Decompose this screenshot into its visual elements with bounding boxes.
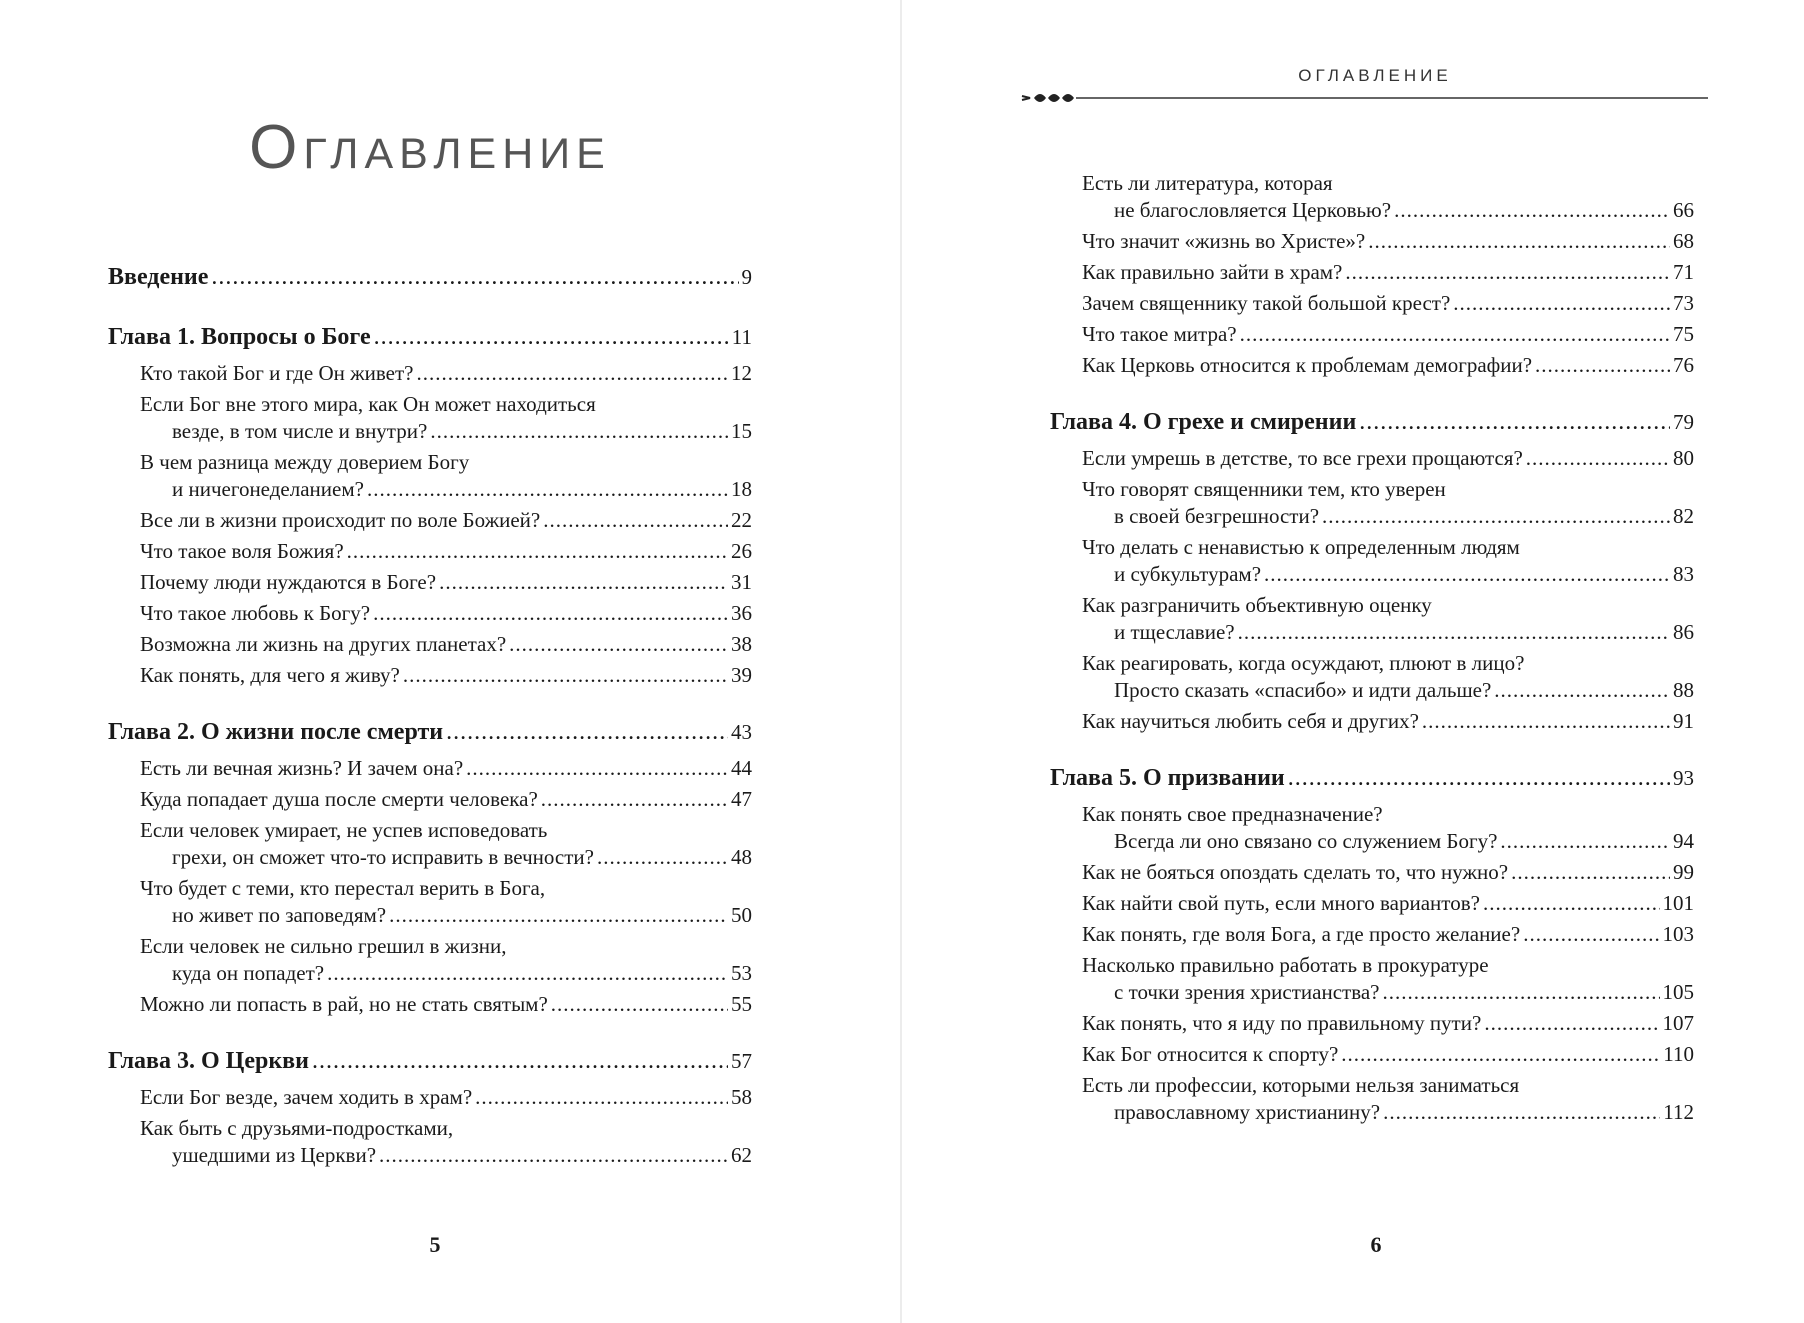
- page-ref: 101: [1662, 891, 1694, 915]
- entry-text: Если человек умирает, не успев исповедовать: [140, 818, 548, 842]
- entry-text: в своей безгрешности?: [1114, 504, 1320, 528]
- dot-leader: [1453, 290, 1670, 317]
- page-ref: 93: [1673, 766, 1694, 790]
- dot-leader: [551, 991, 728, 1018]
- arrow-icon: [1022, 96, 1030, 100]
- toc-entry: [1082, 650, 1694, 704]
- toc-entry: [140, 662, 752, 689]
- dot-leader: [379, 1142, 728, 1169]
- toc-entry: [140, 933, 752, 987]
- toc-entry: [1082, 1041, 1694, 1068]
- page-ref: 80: [1673, 446, 1694, 470]
- toc-entry: [140, 631, 752, 658]
- entry-text: Как правильно зайти в храм?: [1082, 260, 1343, 284]
- page-ref: 76: [1673, 353, 1694, 377]
- page-ref: 48: [731, 845, 752, 869]
- dot-leader: [1526, 445, 1670, 472]
- leaf-icon: [1034, 94, 1046, 102]
- page-ref: 99: [1673, 860, 1694, 884]
- entry-text: Если Бог вне этого мира, как Он может находиться: [140, 392, 596, 416]
- page-ref: 86: [1673, 620, 1694, 644]
- entry-text: Если Бог везде, зачем ходить в храм?: [140, 1085, 473, 1109]
- page-ref: 22: [731, 508, 752, 532]
- dot-leader: [211, 262, 738, 292]
- toc-right: [1050, 170, 1694, 1130]
- dot-leader: [416, 360, 728, 387]
- entry-text: В чем разница между доверием Богу: [140, 450, 470, 474]
- page-ref: 43: [731, 720, 752, 744]
- page-ref: 31: [731, 570, 752, 594]
- page-ref: 57: [731, 1049, 752, 1073]
- dot-leader: [1394, 197, 1670, 224]
- page-ref: 103: [1662, 922, 1694, 946]
- toc-entry: [1082, 801, 1694, 855]
- dot-leader: [1341, 1041, 1660, 1068]
- dot-leader: [1383, 1099, 1660, 1126]
- toc-entry: [140, 538, 752, 565]
- toc-chapter: [108, 717, 752, 747]
- dot-leader: [1368, 228, 1670, 255]
- entry-text: и субкультурам?: [1114, 562, 1262, 586]
- running-head: ОГЛАВЛЕНИЕ: [1298, 66, 1452, 85]
- dot-leader: [1240, 321, 1670, 348]
- entry-text: Есть ли литература, которая: [1082, 171, 1333, 195]
- toc-entry: [140, 360, 752, 387]
- entry-text: Если умрешь в детстве, то все грехи прощаются?: [1082, 446, 1523, 470]
- page-ref: 75: [1673, 322, 1694, 346]
- toc-entry: [140, 875, 752, 929]
- chapter-title: Глава 2. О жизни после смерти: [108, 719, 444, 745]
- entry-text: и ничегонеделанием?: [172, 477, 364, 501]
- entry-text: Что значит «жизнь во Христе»?: [1082, 229, 1366, 253]
- dot-leader: [1359, 407, 1670, 437]
- toc-entry: [1082, 170, 1694, 224]
- toc-entry: [1082, 534, 1694, 588]
- dot-leader: [367, 476, 728, 503]
- dot-leader: [509, 631, 728, 658]
- leaf-icon: [1062, 94, 1074, 102]
- toc-chapter: [108, 322, 752, 352]
- entry-text: Почему люди нуждаются в Боге?: [140, 570, 437, 594]
- entry-text: Как не бояться опоздать сделать то, что нужно?: [1082, 860, 1509, 884]
- toc-entry: [1082, 259, 1694, 286]
- page-ref: 91: [1673, 709, 1694, 733]
- toc-entry: [140, 786, 752, 813]
- toc-entry: [1082, 228, 1694, 255]
- dot-leader: [597, 844, 728, 871]
- entry-text: Как Бог относится к спорту?: [1082, 1042, 1339, 1066]
- dot-leader: [1288, 763, 1670, 793]
- entry-text: Как научиться любить себя и других?: [1082, 709, 1419, 733]
- toc-entry: [1082, 921, 1694, 948]
- toc-entry: [1082, 445, 1694, 472]
- dot-leader: [1422, 708, 1670, 735]
- leaf-icon: [1048, 94, 1060, 102]
- dot-leader: [1484, 1010, 1659, 1037]
- dot-leader: [1494, 677, 1670, 704]
- page-ref: 83: [1673, 562, 1694, 586]
- dot-leader: [430, 418, 728, 445]
- dot-leader: [475, 1084, 728, 1111]
- entry-text: Возможна ли жизнь на других планетах?: [140, 632, 507, 656]
- page-ref: 12: [731, 361, 752, 385]
- entry-text: Насколько правильно работать в прокуратуре: [1082, 953, 1489, 977]
- entry-text: Есть ли профессии, которыми нельзя заниматься: [1082, 1073, 1520, 1097]
- dot-leader: [1264, 561, 1670, 588]
- entry-text: Просто сказать «спасибо» и идти дальше?: [1114, 678, 1492, 702]
- page-ref: 112: [1663, 1100, 1694, 1124]
- entry-text: не благословляется Церковью?: [1114, 198, 1392, 222]
- dot-leader: [312, 1046, 728, 1076]
- dot-leader: [543, 507, 728, 534]
- toc-entry: [1082, 352, 1694, 379]
- page-number-left: 5: [429, 1232, 441, 1257]
- entry-text: Можно ли попасть в рай, но не стать святым?: [140, 992, 548, 1016]
- entry-text: ушедшими из Церкви?: [172, 1143, 377, 1167]
- entry-text: Кто такой Бог и где Он живет?: [140, 361, 414, 385]
- dot-leader: [1511, 859, 1670, 886]
- page-ref: 107: [1662, 1011, 1694, 1035]
- page-ref: 11: [731, 325, 752, 349]
- entry-text: куда он попадет?: [172, 961, 325, 985]
- page-ref: 82: [1673, 504, 1694, 528]
- chapter-title: Глава 1. Вопросы о Боге: [108, 324, 371, 350]
- toc-entry: [1082, 1072, 1694, 1126]
- entry-text: Всегда ли оно связано со служением Богу?: [1114, 829, 1498, 853]
- toc-chapter: [108, 1046, 752, 1076]
- dot-leader: [439, 569, 728, 596]
- entry-text: Куда попадает душа после смерти человека?: [140, 787, 538, 811]
- entry-text: с точки зрения христианства?: [1114, 980, 1380, 1004]
- page-ref: 66: [1673, 198, 1694, 222]
- toc-entry: [1082, 290, 1694, 317]
- toc-entry: [140, 449, 752, 503]
- entry-text: и тщеславие?: [1114, 620, 1235, 644]
- page-ref: 50: [731, 903, 752, 927]
- toc-entry: [140, 1115, 752, 1169]
- toc-entry: [140, 991, 752, 1018]
- dot-leader: [541, 786, 728, 813]
- page-ref: 9: [741, 265, 752, 289]
- page-ref: 79: [1673, 410, 1694, 434]
- toc-entry: [140, 817, 752, 871]
- page-ref: 39: [731, 663, 752, 687]
- entry-text: Зачем священнику такой большой крест?: [1082, 291, 1451, 315]
- toc-entry: [140, 600, 752, 627]
- page-ref: 15: [731, 419, 752, 443]
- dot-leader: [389, 902, 728, 929]
- entry-text: Как понять, где воля Бога, а где просто желание?: [1082, 922, 1521, 946]
- toc-left: [108, 262, 752, 1173]
- page-title: Оглавление: [249, 113, 611, 182]
- entry-text: Как Церковь относится к проблемам демографии?: [1082, 353, 1533, 377]
- entry-text: Как реагировать, когда осуждают, плюют в лицо?: [1082, 651, 1525, 675]
- dot-leader: [373, 600, 728, 627]
- dot-leader: [1345, 259, 1670, 286]
- chapter-title: Глава 4. О грехе и смирении: [1050, 409, 1357, 435]
- entry-text: Что такое митра?: [1082, 322, 1237, 346]
- page-number-right: 6: [1370, 1232, 1382, 1257]
- toc-chapter: [1050, 407, 1694, 437]
- toc-chapter: [1050, 763, 1694, 793]
- entry-text: Как быть с друзьями-подростками,: [140, 1116, 454, 1140]
- dot-leader: [1238, 619, 1670, 646]
- dot-leader: [327, 960, 728, 987]
- toc-entry: [1082, 321, 1694, 348]
- entry-text: Что такое любовь к Богу?: [140, 601, 371, 625]
- toc-entry: [1082, 890, 1694, 917]
- entry-text: Что говорят священники тем, кто уверен: [1082, 477, 1446, 501]
- toc-entry: [1082, 859, 1694, 886]
- dot-leader: [347, 538, 728, 565]
- entry-text: грехи, он сможет что-то исправить в вечности?: [172, 845, 594, 869]
- dot-leader: [466, 755, 728, 782]
- toc-entry: [1082, 592, 1694, 646]
- page-ref: 58: [731, 1085, 752, 1109]
- page-ref: 53: [731, 961, 752, 985]
- dot-leader: [1523, 921, 1659, 948]
- page-ref: 47: [731, 787, 752, 811]
- dot-leader: [1483, 890, 1660, 917]
- entry-text: Как понять, для чего я живу?: [140, 663, 400, 687]
- page-ref: 26: [731, 539, 752, 563]
- entry-text: но живет по заповедям?: [172, 903, 387, 927]
- entry-text: Что такое воля Божия?: [140, 539, 344, 563]
- page-ref: 110: [1663, 1042, 1694, 1066]
- entry-text: Есть ли вечная жизнь? И зачем она?: [140, 756, 464, 780]
- toc-entry: [140, 569, 752, 596]
- page-ref: 18: [731, 477, 752, 501]
- dot-leader: [1535, 352, 1670, 379]
- toc-entry: [140, 755, 752, 782]
- entry-text: Если человек не сильно грешил в жизни,: [140, 934, 507, 958]
- page-ref: 71: [1673, 260, 1694, 284]
- entry-text: православному христианину?: [1114, 1100, 1381, 1124]
- page-ref: 55: [731, 992, 752, 1016]
- page-ref: 73: [1673, 291, 1694, 315]
- entry-text: Все ли в жизни происходит по воле Божией?: [140, 508, 541, 532]
- toc-entry: [140, 1084, 752, 1111]
- dot-leader: [403, 662, 728, 689]
- toc-chapter: [108, 262, 752, 292]
- page-ref: 105: [1662, 980, 1694, 1004]
- dot-leader: [1500, 828, 1670, 855]
- chapter-title: Глава 5. О призвании: [1050, 765, 1285, 791]
- dot-leader: [1383, 979, 1660, 1006]
- chapter-title: Введение: [108, 264, 209, 290]
- page-ref: 88: [1673, 678, 1694, 702]
- chapter-title: Глава 3. О Церкви: [108, 1048, 309, 1074]
- toc-entry: [1082, 952, 1694, 1006]
- dot-leader: [1322, 503, 1670, 530]
- page-ref: 36: [731, 601, 752, 625]
- page-ref: 38: [731, 632, 752, 656]
- dot-leader: [374, 322, 729, 352]
- entry-text: Как понять, что я иду по правильному пути?: [1082, 1011, 1482, 1035]
- page-ref: 44: [731, 756, 752, 780]
- entry-text: везде, в том числе и внутри?: [172, 419, 428, 443]
- page-ref: 62: [731, 1143, 752, 1167]
- entry-text: Как разграничить объективную оценку: [1082, 593, 1432, 617]
- dot-leader: [446, 717, 728, 747]
- toc-entry: [140, 391, 752, 445]
- page-ref: 94: [1673, 829, 1694, 853]
- entry-text: Как найти свой путь, если много вариантов?: [1082, 891, 1480, 915]
- toc-entry: [1082, 1010, 1694, 1037]
- toc-entry: [1082, 708, 1694, 735]
- entry-text: Как понять свое предназначение?: [1082, 802, 1383, 826]
- toc-entry: [140, 507, 752, 534]
- entry-text: Что будет с теми, кто перестал верить в Бога,: [140, 876, 546, 900]
- toc-entry: [1082, 476, 1694, 530]
- header-rule-ornament: [1020, 86, 1710, 110]
- entry-text: Что делать с ненавистью к определенным людям: [1082, 535, 1520, 559]
- page-ref: 68: [1673, 229, 1694, 253]
